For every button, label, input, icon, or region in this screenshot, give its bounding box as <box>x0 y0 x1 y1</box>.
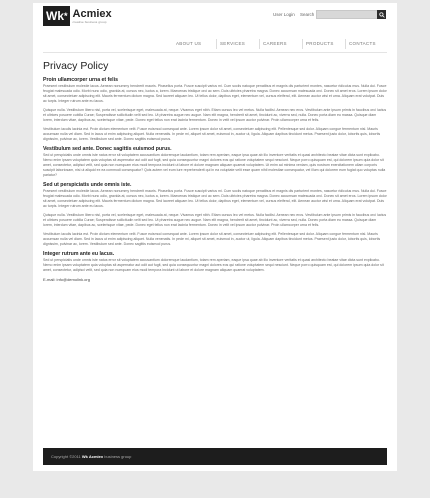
section-heading: Sed ut perspiciatis unde omnis iste. <box>43 182 132 188</box>
page-title: Privacy Policy <box>43 60 109 72</box>
paragraph: Vestibulum iaculis lacinia est. Proin dictum elementum velit. Fusce euismod consequat ante. Lorem ipsum dolor sit amet, consectetuer adipiscing elit. Pellentesque sed dolor. Aliquam congue fermentum nisl. Mauris accumsan nulla vel diam. Sed in lacus ut enim adipiscing aliquet. Nulla venenatis. In pede mi, aliquet sit amet, euismod in, auctor ut, ligula. Aliquam dapibus tincidunt metus. Praesent justo dolor, lobortis quis, lobortis dignissim, pulvinar ac, lorem. Vestibulum sed ante. Donec sagittis euismod purus. <box>43 232 381 246</box>
logo-tagline: creative business group <box>72 20 107 24</box>
page-container <box>33 3 397 471</box>
logo-name: Acmiex <box>72 8 112 20</box>
user-login-link[interactable]: User Login <box>273 12 295 17</box>
logo-star: * <box>64 11 68 21</box>
main-nav <box>173 39 388 49</box>
section-heading: Vestibulum sed ante. Donec sagittis euismod purus. <box>43 146 172 152</box>
paragraph: Vestibulum iaculis lacinia est. Proin dictum elementum velit. Fusce euismod consequat ante. Lorem ipsum dolor sit amet, consectetuer adipiscing elit. Pellentesque sed dolor. Aliquam congue fermentum nisl. Mauris accumsan nulla vel diam. Sed in lacus ut enim adipiscing aliquet. Nulla venenatis. In pede mi, aliquet sit amet, euismod in, auctor ut, ligula. Aliquam dapibus tincidunt metus. Praesent justo dolor, lobortis quis, lobortis dignissim, pulvinar ac, lorem. Vestibulum sed ante. Donec sagittis euismod purus. <box>43 127 381 141</box>
search-icon <box>379 12 385 18</box>
logo-mark <box>43 6 70 26</box>
logo-text <box>70 6 112 26</box>
main-content <box>43 60 387 282</box>
paragraph: Sed ut perspiciatis unde omnis iste natus error sit voluptatem accusantium doloremque laudantium, totam rem aperiam, eaque ipsa quae ab illo inventore veritatis et quasi architecto beatae vitae dicta sunt explicabo. Nemo enim ipsam voluptatem quia voluptas sit aspernatur aut odit aut fugit, sed quia consequuntur magni dolores eos qui ratione voluptatem sequi nesciunt. Neque porro quisquam est, qui dolorem ipsum quia dolor sit amet, consectetur, adipisci velit, sed quia non numquam eius modi tempora incidunt ut labore et dolore magnam aliquam quaerat voluptatem. Ut enim ad minima veniam, quis nostrum exercitationem ullam corporis suscipit laboriosam, nisi ut aliquid ex ea commodi consequatur? Quis autem vel eum iure reprehenderit qui in ea voluptate velit esse quam nihil molestiae consequatur, vel illum qui dolorem eum fugiat quo voluptas nulla pariatur? <box>43 153 386 177</box>
paragraph: Praesent vestibulum molestie lacus. Aenean nonummy hendrerit mauris. Phasellus porta. Fusce suscipit varius mi. Cum sociis natoque penatibus et magnis dis parturient montes, nascetur ridiculus mus. Nulla dui. Fusce feugiat malesuada odio. Morbi nunc odio, gravida at, cursus nec, luctus a, lorem. Maecenas tristique orci ac sem. Duis ultricies pharetra magna. Donec accumsan malesuada orci. Donec sit amet eros. Lorem ipsum dolor sit amet, consectetuer adipiscing elit. Mauris fermentum dictum magna. Sed laoreet aliquam leo. Ut tellus dolor, dapibus eget, elementum vel, cursus eleifend, elit. Aenean auctor wisi et urna. Aliquam erat volutpat. Duis ac turpis. Integer rutrum ante eu lacus. <box>43 84 387 103</box>
contact-email[interactable]: E-mail: info@demolink.org <box>43 277 90 282</box>
nav-divider <box>43 52 387 53</box>
nav-products[interactable]: PRODUCTS <box>302 39 345 49</box>
nav-services[interactable]: SERVICES <box>216 39 259 49</box>
paragraph: Quisque nulla. Vestibulum libero nisl, porta vel, scelerisque eget, malesuada at, neque. Vivamus eget nibh. Etiam cursus leo vel metus. Nulla facilisi. Aenean nec eros. Vestibulum ante ipsum primis in faucibus orci luctus et ultrices posuere cubilia Curae; Suspendisse sollicitudin velit sed leo. Ut pharetra augue nec augue. Nam elit magna, hendrerit sit amet, tincidunt ac, viverra sed, nulla. Donec porta diam eu massa. Quisque diam lorem, interdum vitae, dapibus ac, scelerisque vitae, pede. Donec eget tellus non erat lacinia fermentum. Donec in velit vel ipsum auctor pulvinar. Proin ullamcorper urna et felis. <box>43 213 387 227</box>
footer-copyright <box>51 454 131 459</box>
section-heading: Integer rutrum ante eu lacus. <box>43 251 115 257</box>
nav-contacts[interactable]: CONTACTS <box>345 39 388 49</box>
copyright-prefix: Copyright ©2011 <box>51 454 81 459</box>
logo-mark-text: Wk <box>46 9 64 23</box>
nav-about-us[interactable]: ABOUT US <box>176 41 202 46</box>
paragraph: Quisque nulla. Vestibulum libero nisl, porta vel, scelerisque eget, malesuada at, neque. Vivamus eget nibh. Etiam cursus leo vel metus. Nulla facilisi. Aenean nec eros. Vestibulum ante ipsum primis in faucibus orci luctus et ultrices posuere cubilia Curae; Suspendisse sollicitudin velit sed leo. Ut pharetra augue nec augue. Nam elit magna, hendrerit sit amet, tincidunt ac, viverra sed, nulla. Donec porta diam eu massa. Quisque diam lorem, interdum vitae, dapibus ac, scelerisque vitae, pede. Donec eget tellus non erat lacinia fermentum. Donec in velit vel ipsum auctor pulvinar. Proin ullamcorper urna et felis. <box>43 108 387 122</box>
nav-careers[interactable]: CAREERS <box>259 39 302 49</box>
footer-tagline: business group <box>104 454 132 459</box>
search-button[interactable] <box>377 10 386 19</box>
footer-brand: Wk Acmiex <box>81 454 104 459</box>
section-heading: Proin ullamcorper urna et felis <box>43 77 118 83</box>
logo[interactable] <box>43 6 125 26</box>
search-input[interactable] <box>316 10 378 19</box>
paragraph: Praesent vestibulum molestie lacus. Aenean nonummy hendrerit mauris. Phasellus porta. Fusce suscipit varius mi. Cum sociis natoque penatibus et magnis dis parturient montes, nascetur ridiculus mus. Nulla dui. Fusce feugiat malesuada odio. Morbi nunc odio, gravida at, cursus nec, luctus a, lorem. Maecenas tristique orci ac sem. Duis ultricies pharetra magna. Donec accumsan malesuada orci. Donec sit amet eros. Lorem ipsum dolor sit amet, consectetuer adipiscing elit. Mauris fermentum dictum magna. Sed laoreet aliquam leo. Ut tellus dolor, dapibus eget, elementum vel, cursus eleifend, elit. Aenean auctor wisi et urna. Aliquam erat volutpat. Duis ac turpis. Integer rutrum ante eu lacus. <box>43 189 387 208</box>
footer <box>43 448 387 465</box>
paragraph: Sed ut perspiciatis unde omnis iste natus error sit voluptatem accusantium doloremque laudantium, totam rem aperiam, eaque ipsa quae ab illo inventore veritatis et quasi architecto beatae vitae dicta sunt explicabo. Nemo enim ipsam voluptatem quia voluptas sit aspernatur aut odit aut fugit, sed quia consequuntur magni dolores eos qui ratione voluptatem sequi nesciunt. Neque porro quisquam est, qui dolorem ipsum quia dolor sit amet, consectetur, adipisci velit, sed quia non numquam eius modi tempora incidunt ut labore et dolore magnam aliquam quaerat voluptatem. <box>43 258 384 272</box>
search-label: Search <box>300 12 315 17</box>
